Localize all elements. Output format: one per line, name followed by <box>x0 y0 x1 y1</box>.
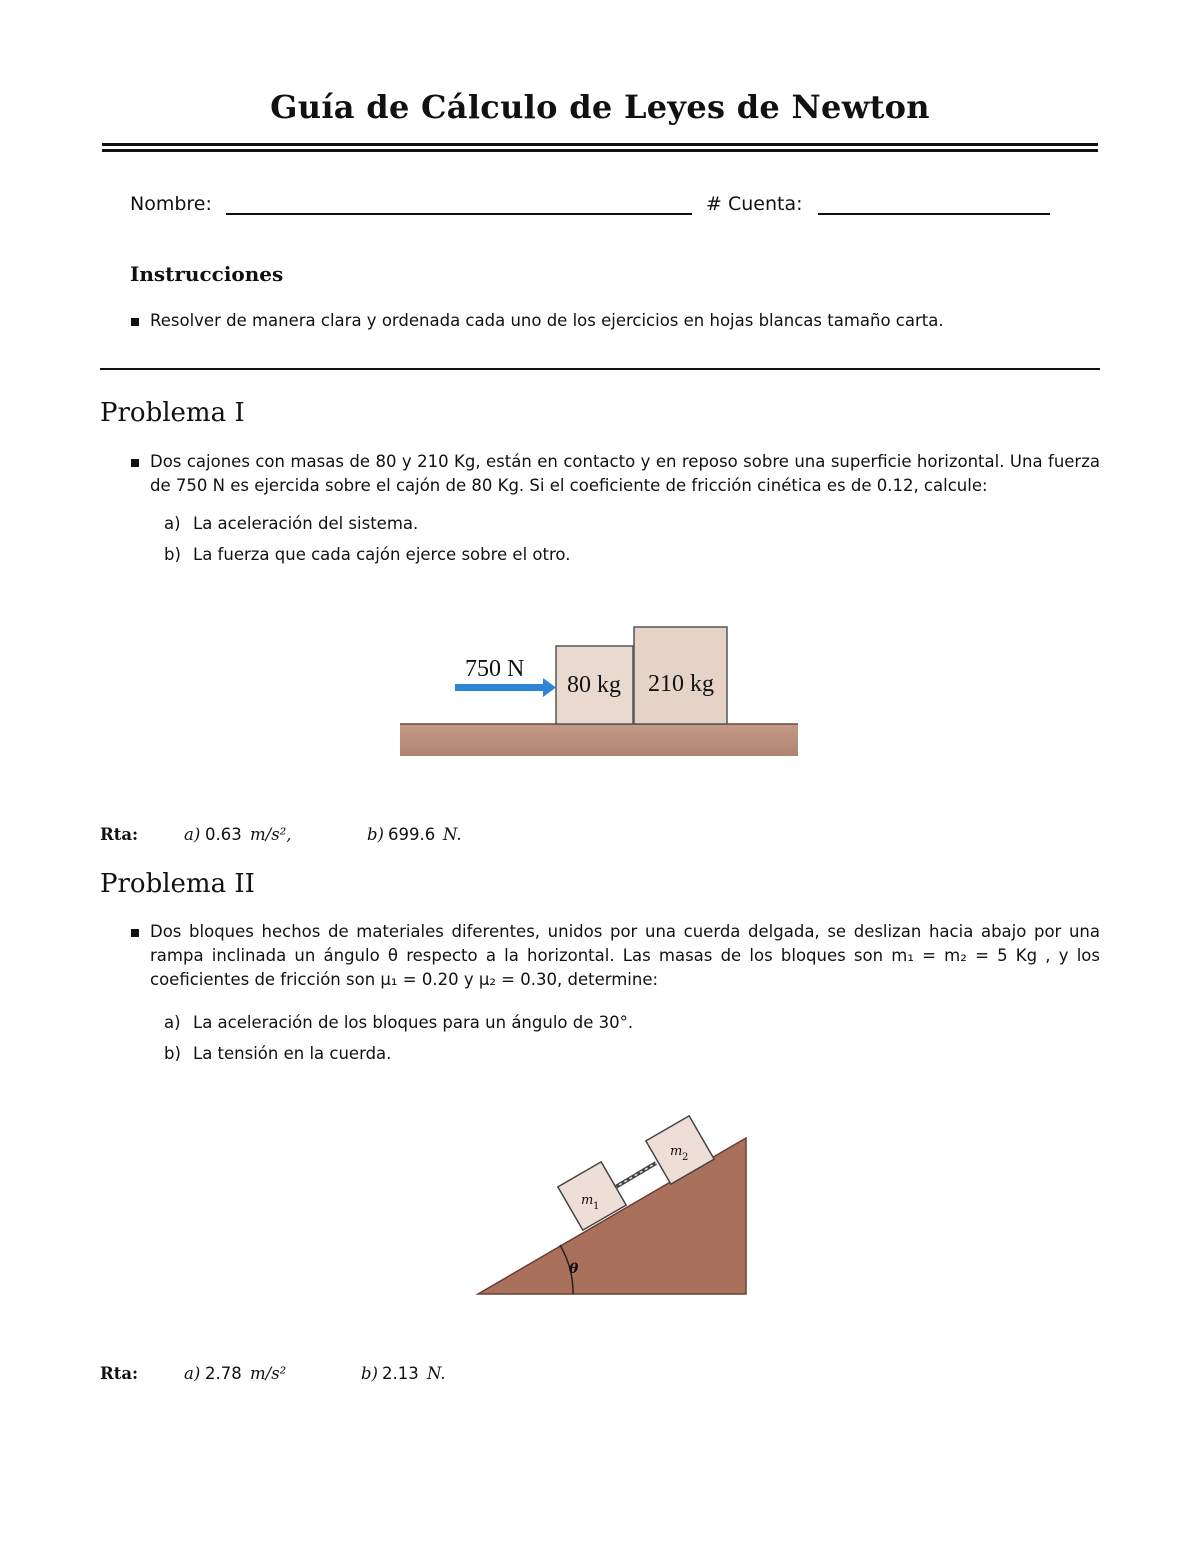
ground-surface <box>400 724 798 756</box>
problem-2-statement-line-1: Dos bloques hechos de materiales diferentes, unidos por una cuerda delgada, se deslizan hacia abajo por una <box>150 922 1100 941</box>
problem-2-part-b-text: La tensión en la cuerda. <box>193 1044 392 1063</box>
box-210kg-label: 210 kg <box>648 671 714 697</box>
cuenta-blank <box>818 213 1050 215</box>
problem-1-answer-a-unit: m/s², <box>250 825 292 844</box>
problem-1-answer-a-value: 0.63 <box>205 825 242 844</box>
problem-2-heading: Problema II <box>100 869 255 899</box>
title-rule-bottom <box>102 149 1098 152</box>
block-m1-label: m <box>581 1193 594 1208</box>
force-arrow-shaft <box>455 684 545 691</box>
problem-1-answer-b-letter: b) <box>367 825 384 844</box>
bullet-icon <box>131 459 139 467</box>
problem-2-answer-a-value: 2.78 <box>205 1364 242 1383</box>
problem-1-figure <box>398 622 800 762</box>
instruction-item: Resolver de manera clara y ordenada cada uno de los ejercicios en hojas blancas tamaño carta. <box>150 311 944 330</box>
block-m1-subscript: 1 <box>593 1201 600 1212</box>
problem-2-answer-b-letter: b) <box>361 1364 378 1383</box>
problem-1-part-a-mark: a) <box>164 514 181 533</box>
nombre-blank <box>226 213 692 215</box>
nombre-label: Nombre: <box>130 193 212 215</box>
problem-1-statement: Dos cajones con masas de 80 y 210 Kg, están en contacto y en reposo sobre una superficie horizontal. Una fuerza de 750 N es ejercida sobre el cajón de 80 Kg. Si el coeficiente de fricción cinética es de 0.12, calcule: <box>150 452 1100 495</box>
cuenta-label: # Cuenta: <box>706 193 803 215</box>
problem-1-heading: Problema I <box>100 398 245 428</box>
problem-1-answer-a-letter: a) <box>184 825 201 844</box>
box-80kg-label: 80 kg <box>567 672 621 698</box>
force-label: 750 N <box>465 656 525 682</box>
force-arrow-icon <box>543 678 556 697</box>
problem-2-figure <box>476 1110 750 1298</box>
instructions-heading: Instrucciones <box>130 262 284 286</box>
problem-1-part-a-text: La aceleración del sistema. <box>193 514 419 533</box>
problem-2-answer-a-letter: a) <box>184 1364 201 1383</box>
section-divider <box>100 368 1100 370</box>
problem-1-part-b-text: La fuerza que cada cajón ejerce sobre el otro. <box>193 545 571 564</box>
bullet-icon <box>131 929 139 937</box>
problem-2-part-a-text: La aceleración de los bloques para un ángulo de 30°. <box>193 1013 634 1032</box>
problem-2-part-b-mark: b) <box>164 1044 181 1063</box>
problem-2-statement-line-3: coeficientes de fricción son μ₁ = 0.20 y μ₂ = 0.30, determine: <box>150 970 659 989</box>
problem-2-part-a-mark: a) <box>164 1013 181 1032</box>
title-rule-top <box>102 143 1098 146</box>
problem-1-answer-b-value: 699.6 <box>388 825 436 844</box>
problem-2-answer-label: Rta: <box>100 1364 139 1383</box>
problem-1-answer-label: Rta: <box>100 825 139 844</box>
bullet-icon <box>131 318 139 326</box>
block-m2-subscript: 2 <box>682 1152 689 1163</box>
problem-1-answer-b-unit: N. <box>443 825 462 844</box>
problem-2-answer-a-unit: m/s² <box>250 1364 287 1383</box>
angle-label: θ <box>569 1261 579 1277</box>
problem-1-part-b-mark: b) <box>164 545 181 564</box>
problem-2-answer-b-value: 2.13 <box>382 1364 419 1383</box>
document-title: Guía de Cálculo de Leyes de Newton <box>270 88 930 126</box>
problem-2-statement-line-2: rampa inclinada un ángulo θ respecto a la horizontal. Las masas de los bloques son m₁ = m₂ = 5 Kg , y los <box>150 946 1100 965</box>
problem-2-answer-b-unit: N. <box>427 1364 446 1383</box>
block-m2-label: m <box>670 1144 683 1159</box>
